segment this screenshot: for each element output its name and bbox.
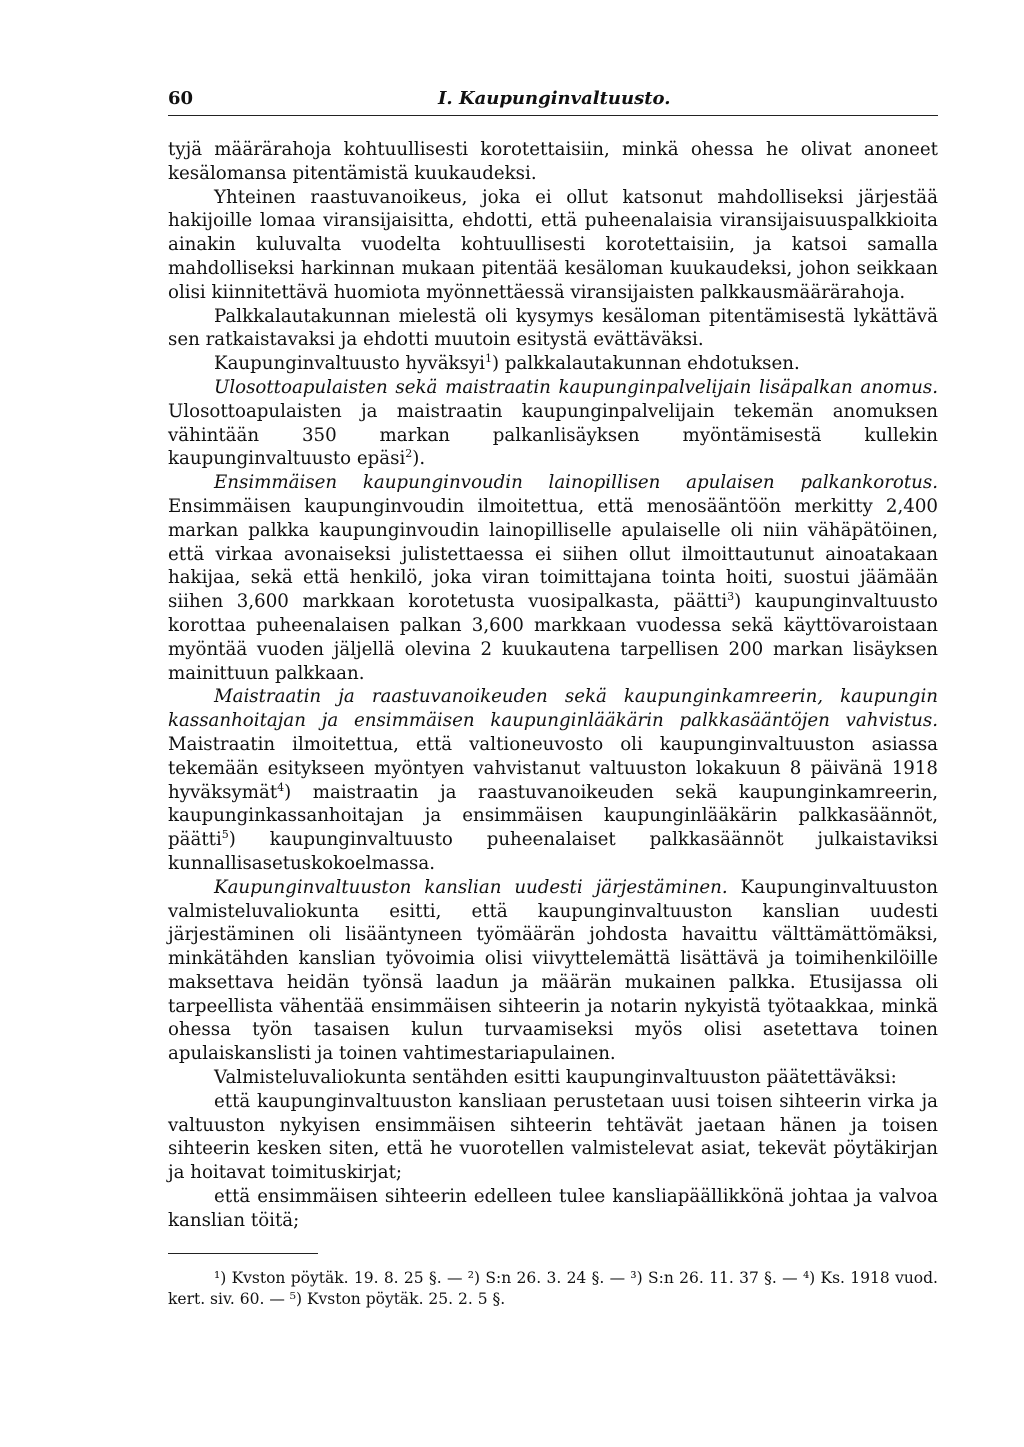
section-heading: Ulosottoapulaisten sekä maistraatin kaupunginpalvelijain lisäpalkan anomus.: [214, 376, 938, 398]
text-run: ) kaupunginvaltuusto korottaa puheenalaisen palkan 3,600 markkaan vuodessa sekä käyttövaroistaan myöntää vuoden jäljellä olevina 2 kuukautena tarpellisen 200 markan lisäyksen mainittuun palkkaan.: [168, 591, 938, 684]
running-title: I. Kaupunginvaltuusto.: [438, 88, 671, 109]
page-header: [168, 88, 938, 116]
section-heading: Ensimmäisen kaupunginvoudin lainopillisen apulaisen palkankorotus.: [214, 472, 938, 494]
footnote-ref: 2: [405, 447, 413, 461]
section-paragraph: [168, 685, 938, 875]
text-run: ).: [412, 448, 426, 470]
paragraph: tyjä määrärahoja kohtuullisesti korotettaisiin, minkä ohessa he olivat anoneet kesälomansa pitentämistä kuukaudeksi.: [168, 139, 938, 184]
paragraph: Valmisteluvaliokunta sentähden esitti kaupunginvaltuuston päätettäväksi:: [214, 1067, 897, 1089]
list-paragraph: että ensimmäisen sihteerin edelleen tulee kansliapäällikkönä johtaa ja valvoa kanslian töitä;: [168, 1186, 938, 1231]
footnotes: [168, 1268, 938, 1310]
footnote-ref: 3: [727, 590, 735, 604]
text-run: Kaupunginvaltuusto hyväksyi: [214, 353, 485, 375]
footnote-text: ¹) Kvston pöytäk. 19. 8. 25 §. — ²) S:n 26. 3. 24 §. — ³) S:n 26. 11. 37 §. — ⁴) Ks. 1918 vuod. kert. siv. 60. — ⁵) Kvston pöytäk. 25. 2. 5 §.: [168, 1268, 938, 1308]
footnote-divider: [168, 1253, 318, 1254]
list-paragraph: että kaupunginvaltuuston kansliaan perustetaan uusi toisen sihteerin virka ja valtuuston nykyisen ensimmäisen sihteerin tehtävät jaetaan hänen ja toisen sihteerin kesken siten, että he vuorotellen valmistelevat asiat, tekevät pöytäkirjan ja hoitavat toimituskirjat;: [168, 1090, 938, 1184]
text-run: Ensimmäisen kaupunginvoudin ilmoitettua, että menosääntöön merkitty 2,400 markan palkka kaupunginvoudin lainopilliselle apulaiselle oli niin vähäpätöinen, että virkaa avonaiseksi julistettaessa ei siihen ollut ilmoittautunut ainoatakaan hakijaa, sekä että henkilö, joka viran toimittajana tointa hoiti, suostui jäämään siihen 3,600 markkaan korotetusta vuosipalkasta, päätti: [168, 495, 938, 613]
section-heading: Maistraatin ja raastuvanoikeuden sekä kaupunginkamreerin, kaupungin kassanhoitajan ja ensimmäisen kaupunginlääkärin palkkasääntöjen vahvistus.: [168, 686, 938, 732]
section-paragraph: [168, 471, 938, 685]
text-run: Maistraatin ilmoitettua, että valtioneuvosto oli kaupunginvaltuuston asiassa tekemään esitykseen myöntyen vahvistanut valtuuston lokakuun 8 päivänä 1918 hyväksymät: [168, 733, 938, 803]
section-paragraph: [168, 876, 938, 1066]
text-run: Kaupunginvaltuuston valmisteluvaliokunta esitti, että kaupunginvaltuuston kanslian uudesti järjestäminen oli lisääntyneen työmäärän johdosta havaittu välttämättömäksi, minkätähden kanslian työvoimia olisi viivyttelemättä lisättävä ja toimihenkilöille maksettava heidän työnsä laadun ja määrän mukainen palkka. Etusijassa oli tarpeellista vähentää ensimmäisen sihteerin ja notarin nykyistä työtaakkaa, minkä ohessa työn tasaisen kulun turvaamiseksi myös olisi asetettava toinen apulaiskanslisti ja toinen vahtimestariapulainen.: [168, 876, 938, 1065]
text-run: ) palkkalautakunnan ehdotuksen.: [491, 353, 800, 375]
footnote-ref: 4: [277, 780, 285, 794]
paragraph: Palkkalautakunnan mielestä oli kysymys kesäloman pitentämisestä lykättävä sen ratkaistavaksi ja ehdotti muutoin esitystä evättäväksi.: [168, 305, 938, 351]
body-text: [168, 138, 938, 1233]
section-paragraph: [168, 376, 938, 471]
section-heading: Kaupunginvaltuuston kanslian uudesti järjestäminen.: [214, 876, 728, 898]
text-run: ) maistraatin ja raastuvanoikeuden sekä kaupunginkamreerin, kaupunginkassanhoitajan ja ensimmäisen kaupunginlääkärin palkkasäännöt, päätti: [168, 781, 938, 851]
page-number: 60: [168, 88, 194, 109]
footnote-ref: 1: [484, 352, 492, 366]
text-run: Ulosottoapulaisten ja maistraatin kaupunginpalvelijain tekemän anomuksen vähintään 350 markan palkanlisäyksen myöntämisestä kullekin kaupunginvaltuusto epäsi: [168, 400, 938, 470]
paragraph: Yhteinen raastuvanoikeus, joka ei ollut katsonut mahdolliseksi järjestää hakijoille lomaa viransijaisitta, ehdotti, että puheenalaisia viransijaisuuspalkkioita ainakin kuluvalta vuodelta kohtuullisesti korotettaisiin, ja katsoi samalla mahdolliseksi harkinnan mukaan pitentää kesäloman kuukaudeksi, johon seikkaan olisi kiinnitettävä huomiota myönnettäessä viransijaisten palkkausmäärärahoja.: [168, 186, 938, 303]
footnote-ref: 5: [221, 828, 229, 842]
paragraph: [168, 352, 938, 376]
text-run: ) kaupunginvaltuusto puheenalaiset palkkasäännöt julkaistaviksi kunnallisasetuskokoelmassa.: [168, 829, 938, 874]
